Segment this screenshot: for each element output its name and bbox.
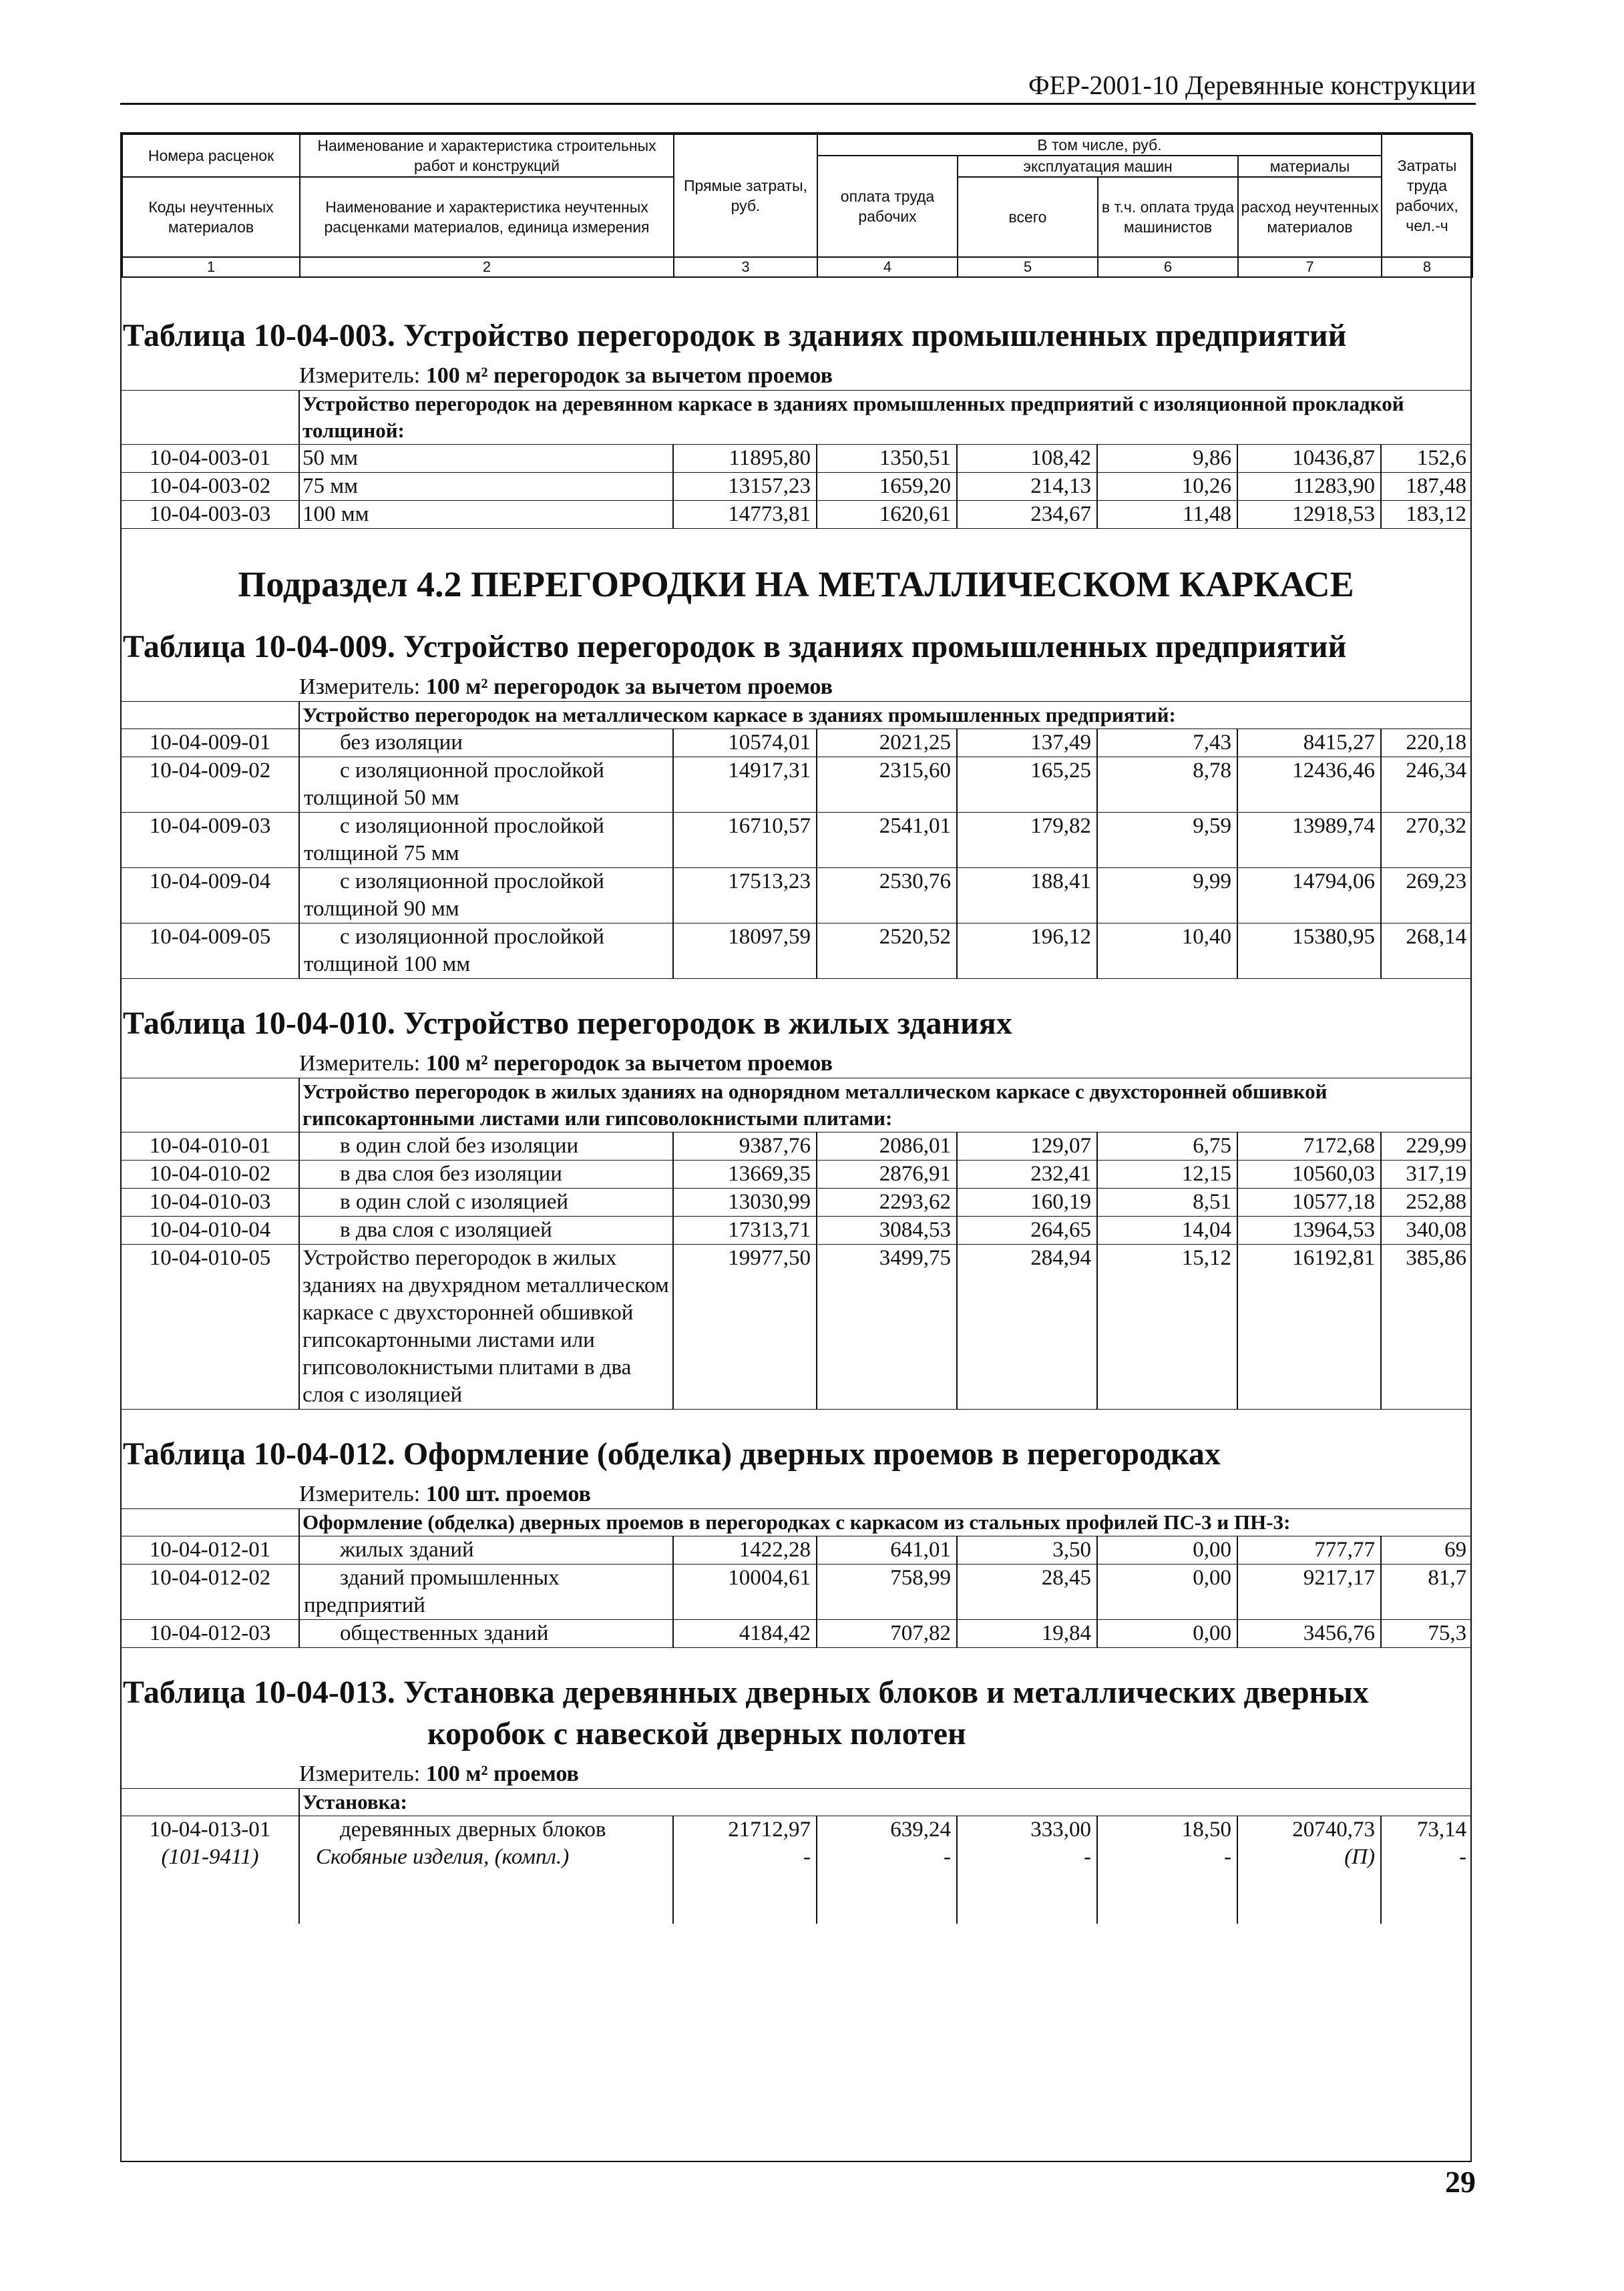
materials: 16192,81 — [1237, 1245, 1381, 1410]
table-row — [122, 1536, 1472, 1565]
header-worker-pay: оплата труда рабочих — [817, 156, 958, 257]
header-labor-costs: Затраты труда рабочих, чел.-ч — [1382, 134, 1472, 257]
materials: 9217,17 — [1237, 1565, 1381, 1620]
material-code: (101-9411) — [122, 1844, 299, 1924]
rate-code: 10-04-010-02 — [122, 1161, 299, 1189]
operator-pay: - — [1097, 1844, 1237, 1924]
col-number: 7 — [1238, 257, 1382, 277]
labor-hours: 268,14 — [1381, 923, 1472, 979]
table-caption: Установка: — [299, 1789, 1472, 1816]
operator-pay: 6,75 — [1097, 1132, 1237, 1161]
worker-pay: 641,01 — [817, 1536, 957, 1565]
materials: 13989,74 — [1237, 813, 1381, 868]
machines-total: 264,65 — [957, 1217, 1097, 1245]
header-material-consumption: расход неучтенных материалов — [1238, 177, 1382, 257]
operator-pay: 8,51 — [1097, 1189, 1237, 1217]
rates-table — [122, 1789, 1472, 1924]
labor-hours: 269,23 — [1381, 868, 1472, 923]
worker-pay: 2293,62 — [817, 1189, 957, 1217]
direct-costs: 4184,42 — [673, 1620, 817, 1648]
direct-costs: 13157,23 — [673, 473, 817, 501]
machines-total: 214,13 — [957, 473, 1097, 501]
materials: 11283,90 — [1237, 473, 1381, 501]
col-number: 3 — [674, 257, 817, 277]
materials: 7172,68 — [1237, 1132, 1381, 1161]
materials: 777,77 — [1237, 1536, 1381, 1565]
table-row — [122, 729, 1472, 757]
direct-costs: 18097,59 — [673, 923, 817, 979]
table-caption: Оформление (обделка) дверных проемов в перегородках с каркасом из стальных профилей ПС-3 и ПН-3: — [299, 1509, 1472, 1536]
table-title-line: Таблица 10-04-013. Установка деревянных дверных блоков и металлических дверных — [123, 1675, 1369, 1710]
measure-value: 100 м² перегородок за вычетом проемов — [425, 1051, 833, 1076]
measure-value: 100 шт. проемов — [425, 1482, 591, 1506]
machines-total: 234,67 — [957, 501, 1097, 529]
measure-label: Измеритель: — [299, 1482, 426, 1506]
machines-total: 28,45 — [957, 1565, 1097, 1620]
table-title: Таблица 10-04-009. Устройство перегородок в зданиях промышленных предприятий — [123, 629, 1347, 664]
header-work-name: Наименование и характеристика строительных работ и конструкций — [300, 134, 674, 177]
material-name: Скобяные изделия, (компл.) — [299, 1844, 673, 1924]
operator-pay: 10,40 — [1097, 923, 1237, 979]
rate-name: общественных зданий — [299, 1620, 673, 1648]
materials: 10436,87 — [1237, 445, 1381, 473]
labor-hours: 229,99 — [1381, 1132, 1472, 1161]
direct-costs: 10004,61 — [673, 1565, 817, 1620]
rate-name: в два слоя с изоляцией — [299, 1217, 673, 1245]
column-header-table — [122, 134, 1473, 278]
materials: 12436,46 — [1237, 757, 1381, 813]
header-operator-pay: в т.ч. оплата труда машинистов — [1098, 177, 1238, 257]
rates-table — [122, 1078, 1472, 1410]
measure-label: Измеритель: — [299, 1051, 426, 1076]
operator-pay: 9,99 — [1097, 868, 1237, 923]
direct-costs: 19977,50 — [673, 1245, 817, 1410]
worker-pay: 2315,60 — [817, 757, 957, 813]
operator-pay: 0,00 — [1097, 1565, 1237, 1620]
direct-costs: 14917,31 — [673, 757, 817, 813]
measure-label: Измеритель: — [299, 1761, 426, 1786]
header-direct-costs: Прямые затраты, руб. — [674, 134, 817, 257]
machines-total: 160,19 — [957, 1189, 1097, 1217]
rate-name: с изоляционной прослойкой толщиной 100 мм — [299, 923, 673, 979]
machines-total: 19,84 — [957, 1620, 1097, 1648]
direct-costs: 9387,76 — [673, 1132, 817, 1161]
materials: 13964,53 — [1237, 1217, 1381, 1245]
machines-total: 188,41 — [957, 868, 1097, 923]
materials: 20740,73 — [1237, 1816, 1381, 1844]
operator-pay: 0,00 — [1097, 1536, 1237, 1565]
rate-name: деревянных дверных блоков — [299, 1816, 673, 1844]
worker-pay: - — [817, 1844, 957, 1924]
table-title — [122, 1672, 1470, 1755]
worker-pay: 2876,91 — [817, 1161, 957, 1189]
materials: 10577,18 — [1237, 1189, 1381, 1217]
rate-code: 10-04-013-01 — [122, 1816, 299, 1844]
table-row — [122, 1189, 1472, 1217]
table-row — [122, 1161, 1472, 1189]
rate-code: 10-04-010-03 — [122, 1189, 299, 1217]
machines-total: 137,49 — [957, 729, 1097, 757]
worker-pay: 2541,01 — [817, 813, 957, 868]
machines-total: 108,42 — [957, 445, 1097, 473]
header-including: В том числе, руб. — [817, 134, 1382, 156]
measure-unit — [122, 673, 1470, 702]
rate-name: зданий промышленных предприятий — [299, 1565, 673, 1620]
measure-value: 100 м² перегородок за вычетом проемов — [425, 674, 833, 699]
machines-total: 129,07 — [957, 1132, 1097, 1161]
table-title: Таблица 10-04-010. Устройство перегородок в жилых зданиях — [123, 1006, 1012, 1041]
table-title-line: коробок с навеской дверных полотен — [427, 1716, 966, 1751]
rate-name: 100 мм — [299, 501, 673, 529]
caption-row — [122, 702, 1472, 729]
machines-total: 165,25 — [957, 757, 1097, 813]
caption-row — [122, 1509, 1472, 1536]
table-row — [122, 1816, 1472, 1844]
measure-label: Измеритель: — [299, 674, 426, 699]
rate-name: без изоляции — [299, 729, 673, 757]
worker-pay: 3084,53 — [817, 1217, 957, 1245]
header-machines-total: всего — [958, 177, 1098, 257]
rate-code: 10-04-009-05 — [122, 923, 299, 979]
labor-hours: 187,48 — [1381, 473, 1472, 501]
table-row — [122, 1620, 1472, 1648]
table-row — [122, 923, 1472, 979]
rates-table — [122, 391, 1472, 529]
rate-code: 10-04-009-01 — [122, 729, 299, 757]
subsection-heading: Подраздел 4.2 ПЕРЕГОРОДКИ НА МЕТАЛЛИЧЕСКОМ КАРКАСЕ — [238, 564, 1354, 604]
header-materials: материалы — [1238, 156, 1382, 177]
operator-pay: 0,00 — [1097, 1620, 1237, 1648]
machines-total: 196,12 — [957, 923, 1097, 979]
labor-hours: 340,08 — [1381, 1217, 1472, 1245]
materials: 10560,03 — [1237, 1161, 1381, 1189]
measure-value: 100 м² проемов — [425, 1761, 579, 1786]
caption-row — [122, 1789, 1472, 1816]
rate-name: 50 мм — [299, 445, 673, 473]
caption-row — [122, 391, 1472, 445]
rate-code: 10-04-012-03 — [122, 1620, 299, 1648]
header-rates-number: Номера расценок — [122, 134, 300, 177]
machines-total: 3,50 — [957, 1536, 1097, 1565]
table-row — [122, 757, 1472, 813]
col-number: 5 — [958, 257, 1098, 277]
table-caption: Устройство перегородок на металлическом каркасе в зданиях промышленных предприятий: — [299, 702, 1472, 729]
direct-costs: 16710,57 — [673, 813, 817, 868]
operator-pay: 10,26 — [1097, 473, 1237, 501]
worker-pay: 1620,61 — [817, 501, 957, 529]
header-material-codes: Коды неучтенных материалов — [122, 177, 300, 257]
measure-unit — [122, 1050, 1470, 1078]
measure-unit — [122, 362, 1470, 391]
direct-costs: 17513,23 — [673, 868, 817, 923]
caption-row — [122, 1078, 1472, 1132]
table-row — [122, 501, 1472, 529]
worker-pay: 1659,20 — [817, 473, 957, 501]
col-number: 2 — [300, 257, 674, 277]
direct-costs: 1422,28 — [673, 1536, 817, 1565]
rate-name: в один слой без изоляции — [299, 1132, 673, 1161]
header-rule — [120, 103, 1476, 105]
rate-code: 10-04-010-04 — [122, 1217, 299, 1245]
rate-name: с изоляционной прослойкой толщиной 90 мм — [299, 868, 673, 923]
rate-name: Устройство перегородок в жилых зданиях на двухрядном металлическом каркасе с двухсторонней обшивкой гипсокартонными листами или гипсоволокнистыми плитами в два слоя с изоляцией — [299, 1245, 673, 1410]
rate-code: 10-04-012-02 — [122, 1565, 299, 1620]
labor-hours: 246,34 — [1381, 757, 1472, 813]
measure-unit — [122, 1480, 1470, 1509]
norms-table-frame — [120, 132, 1472, 2162]
measure-value: 100 м² перегородок за вычетом проемов — [425, 363, 833, 388]
col-number: 4 — [817, 257, 958, 277]
worker-pay: 2086,01 — [817, 1132, 957, 1161]
rate-code: 10-04-003-01 — [122, 445, 299, 473]
labor-hours: 183,12 — [1381, 501, 1472, 529]
worker-pay: 758,99 — [817, 1565, 957, 1620]
operator-pay: 18,50 — [1097, 1816, 1237, 1844]
rate-name: с изоляционной прослойкой толщиной 50 мм — [299, 757, 673, 813]
materials: 3456,76 — [1237, 1620, 1381, 1648]
labor-hours: - — [1381, 1844, 1472, 1924]
table-row — [122, 868, 1472, 923]
labor-hours: 73,14 — [1381, 1816, 1472, 1844]
operator-pay: 9,59 — [1097, 813, 1237, 868]
labor-hours: 81,7 — [1381, 1565, 1472, 1620]
machines-total: 333,00 — [957, 1816, 1097, 1844]
table-row — [122, 1217, 1472, 1245]
table-row — [122, 1132, 1472, 1161]
worker-pay: 1350,51 — [817, 445, 957, 473]
rate-code: 10-04-010-01 — [122, 1132, 299, 1161]
col-number: 1 — [122, 257, 300, 277]
rates-table — [122, 702, 1472, 979]
rate-code: 10-04-009-02 — [122, 757, 299, 813]
direct-costs: - — [673, 1844, 817, 1924]
rate-code: 10-04-009-04 — [122, 868, 299, 923]
direct-costs: 13030,99 — [673, 1189, 817, 1217]
rate-code: 10-04-012-01 — [122, 1536, 299, 1565]
worker-pay: 2021,25 — [817, 729, 957, 757]
materials: (П) — [1237, 1844, 1381, 1924]
labor-hours: 252,88 — [1381, 1189, 1472, 1217]
table-row — [122, 473, 1472, 501]
measure-unit — [122, 1760, 1470, 1789]
materials: 15380,95 — [1237, 923, 1381, 979]
measure-label: Измеритель: — [299, 363, 426, 388]
machines-total: - — [957, 1844, 1097, 1924]
worker-pay: 2530,76 — [817, 868, 957, 923]
direct-costs: 10574,01 — [673, 729, 817, 757]
table-title: Таблица 10-04-003. Устройство перегородок в зданиях промышленных предприятий — [123, 318, 1347, 353]
col-number: 8 — [1382, 257, 1472, 277]
worker-pay: 639,24 — [817, 1816, 957, 1844]
direct-costs: 13669,35 — [673, 1161, 817, 1189]
worker-pay: 3499,75 — [817, 1245, 957, 1410]
machines-total: 284,94 — [957, 1245, 1097, 1410]
direct-costs: 14773,81 — [673, 501, 817, 529]
direct-costs: 21712,97 — [673, 1816, 817, 1844]
operator-pay: 9,86 — [1097, 445, 1237, 473]
rate-name: в два слоя без изоляции — [299, 1161, 673, 1189]
material-row — [122, 1844, 1472, 1924]
table-row — [122, 445, 1472, 473]
table-row — [122, 1245, 1472, 1410]
direct-costs: 17313,71 — [673, 1217, 817, 1245]
labor-hours: 75,3 — [1381, 1620, 1472, 1648]
rate-name: 75 мм — [299, 473, 673, 501]
operator-pay: 7,43 — [1097, 729, 1237, 757]
rate-code: 10-04-003-03 — [122, 501, 299, 529]
materials: 8415,27 — [1237, 729, 1381, 757]
materials: 14794,06 — [1237, 868, 1381, 923]
labor-hours: 220,18 — [1381, 729, 1472, 757]
operator-pay: 14,04 — [1097, 1217, 1237, 1245]
labor-hours: 385,86 — [1381, 1245, 1472, 1410]
running-header: ФЕР-2001-10 Деревянные конструкции — [1028, 70, 1476, 100]
rate-name: с изоляционной прослойкой толщиной 75 мм — [299, 813, 673, 868]
page-number: 29 — [1445, 2165, 1476, 2199]
operator-pay: 15,12 — [1097, 1245, 1237, 1410]
rates-table — [122, 1509, 1472, 1648]
labor-hours: 317,19 — [1381, 1161, 1472, 1189]
worker-pay: 2520,52 — [817, 923, 957, 979]
header-material-name: Наименование и характеристика неучтенных расценками материалов, единица измерения — [300, 177, 674, 257]
table-title: Таблица 10-04-012. Оформление (обделка) дверных проемов в перегородках — [123, 1436, 1221, 1472]
labor-hours: 270,32 — [1381, 813, 1472, 868]
machines-total: 232,41 — [957, 1161, 1097, 1189]
rate-code: 10-04-009-03 — [122, 813, 299, 868]
table-row — [122, 1565, 1472, 1620]
col-number: 6 — [1098, 257, 1238, 277]
header-machines: эксплуатация машин — [958, 156, 1238, 177]
table-row — [122, 813, 1472, 868]
table-caption: Устройство перегородок в жилых зданиях на однорядном металлическом каркасе с двухсторонней обшивкой гипсокартонными листами или гипсоволокнистыми плитами: — [299, 1078, 1472, 1132]
operator-pay: 8,78 — [1097, 757, 1237, 813]
rate-name: жилых зданий — [299, 1536, 673, 1565]
rate-code: 10-04-003-02 — [122, 473, 299, 501]
rate-code: 10-04-010-05 — [122, 1245, 299, 1410]
machines-total: 179,82 — [957, 813, 1097, 868]
operator-pay: 12,15 — [1097, 1161, 1237, 1189]
operator-pay: 11,48 — [1097, 501, 1237, 529]
rate-name: в один слой с изоляцией — [299, 1189, 673, 1217]
worker-pay: 707,82 — [817, 1620, 957, 1648]
labor-hours: 69 — [1381, 1536, 1472, 1565]
direct-costs: 11895,80 — [673, 445, 817, 473]
labor-hours: 152,6 — [1381, 445, 1472, 473]
table-caption: Устройство перегородок на деревянном каркасе в зданиях промышленных предприятий с изоляционной прокладкой толщиной: — [299, 391, 1472, 445]
materials: 12918,53 — [1237, 501, 1381, 529]
